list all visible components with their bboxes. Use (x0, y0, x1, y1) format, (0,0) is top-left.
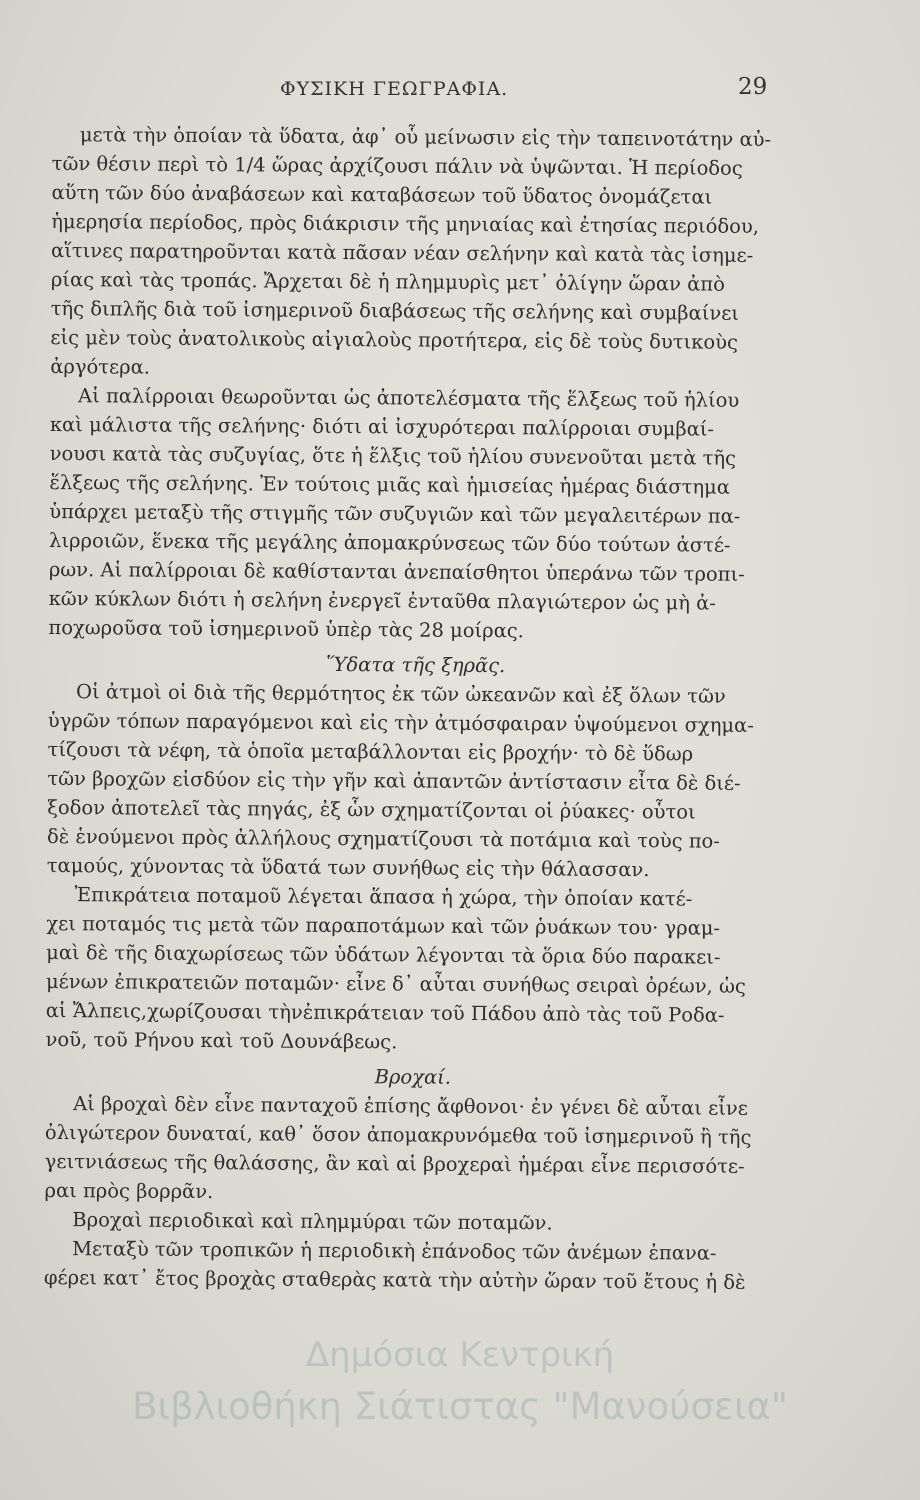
text-line: Αἱ παλίρροιαι θεωροῦνται ὡς ἀποτελέσματα τῆς ἕλξεως τοῦ ἡλίου (77, 384, 740, 412)
section-heading: Βροχαί. (374, 1065, 452, 1089)
paragraph (48, 381, 785, 647)
body-text (44, 120, 787, 1297)
text-line: ἀργότερα. (50, 354, 151, 379)
paragraph (47, 677, 783, 885)
text-line: Μεταξὺ τῶν τροπικῶν ἡ περιοδικὴ ἐπάνοδος τῶν ἀνέμων ἐπανα- (72, 1237, 717, 1265)
text-line: τῶν θέσιν περὶ τὸ 1/4 ὥρας ἀρχίζουσι πάλιν νὰ ὑψῶνται. Ἡ περίοδος (51, 151, 743, 180)
paragraph (50, 120, 787, 386)
text-line: Οἱ ἀτμοὶ οἱ διὰ τῆς θερμότητος ἐκ τῶν ὠκεανῶν καὶ ἐξ ὅλων τῶν (75, 680, 726, 708)
text-line: Αἱ βροχαὶ δὲν εἶνε πανταχοῦ ἐπίσης ἄφθονοι· ἐν γένει δὲ αὗται εἶνε (73, 1092, 748, 1120)
text-line: μένων ἐπικρατειῶν ποταμῶν· εἶνε δ᾽ αὗται συνήθως σειραὶ ὀρέων, ὡς (45, 969, 746, 998)
text-line: ἕλξεως τῆς σελήνης. Ἐν τούτοις μιᾶς καὶ ἡμισείας ἡμέρας διάστημα (49, 470, 731, 499)
text-line: κῶν κύκλων διότι ἡ σελήνη ἐνεργεῖ ἐνταῦθα πλαγιώτερον ὡς μὴ ἀ- (48, 586, 716, 615)
page-header (0, 72, 920, 112)
text-line: ραι πρὸς βορρᾶν. (44, 1178, 214, 1204)
text-line: ἡμερησία περίοδος, πρὸς διάκρισιν τῆς μηνιαίας καὶ ἐτησίας περιόδου, (51, 209, 760, 238)
text-line: ξοδον ἀποτελεῖ τὰς πηγάς, ἐξ ὧν σχηματίζονται οἱ ῥύακες· οὗτοι (47, 795, 696, 824)
text-line: ὀλιγώτερον δυναταί, καθ᾽ ὅσον ἀπομακρυνόμεθα τοῦ ἰσημερινοῦ ἢ τῆς (44, 1120, 752, 1149)
text-line: μαὶ δὲ τῆς διαχωρίσεως τῶν ὑδάτων λέγονται τὰ ὅρια δύο παρακει- (46, 940, 721, 969)
text-line: τῶν βροχῶν εἰσδύον εἰς τὴν γῆν καὶ ἀπαντῶν ἀντίστασιν εἶτα δὲ διέ- (47, 766, 741, 795)
text-line: γειτνιάσεως τῆς θαλάσσης, ἂν καὶ αἱ βροχεραὶ ἡμέραι εἶνε περισσότε- (44, 1149, 745, 1178)
text-line: νουσι κατὰ τὰς συζυγίας, ὅτε ἡ ἕλξις τοῦ ἡλίου συνενοῦται μετὰ τῆς (49, 441, 737, 470)
text-line: ταμούς, χύνοντας τὰ ὕδατά των συνήθως εἰς τὴν θάλασσαν. (46, 853, 650, 882)
text-line: εἰς μὲν τοὺς ἀνατολικοὺς αἰγιαλοὺς προτήτερα, εἰς δὲ τοὺς δυτικοὺς (50, 325, 738, 354)
text-line: ὑγρῶν τόπων παραγόμενοι καὶ εἰς τὴν ἀτμόσφαιραν ὑψούμενοι σχημα- (47, 708, 754, 737)
text-line: Ἐπικράτεια ποταμοῦ λέγεται ἅπασα ἡ χώρα, τὴν ὁποίαν κατέ- (74, 883, 693, 911)
text-line: ὑπάρχει μεταξὺ τῆς στιγμῆς τῶν συζυγιῶν καὶ τῶν μεγαλειτέρων πα- (49, 499, 741, 528)
text-line: ρων. Αἱ παλίρροιαι δὲ καθίστανται ἀνεπαίσθητοι ὑπεράνω τῶν τροπι- (48, 557, 745, 586)
text-line: ποχωροῦσα τοῦ ἰσημερινοῦ ὑπὲρ τὰς 28 μοίρας. (48, 615, 524, 643)
text-line: νοῦ, τοῦ Ρήνου καὶ τοῦ Δουνάβεως. (45, 1027, 398, 1054)
page-number: 29 (738, 74, 768, 100)
text-line: καὶ μάλιστα τῆς σελήνης· διότι αἱ ἰσχυρότεραι παλίρροιαι συμβαί- (49, 412, 715, 441)
text-line: φέρει κατ᾽ ἔτος βροχὰς σταθερὰς κατὰ τὴν αὐτὴν ὥραν τοῦ ἔτους ἡ δὲ (43, 1265, 746, 1294)
text-line: χει ποταμός τις μετὰ τῶν παραποτάμων καὶ τῶν ῥυάκων του· γραμ- (46, 911, 721, 940)
text-line: αἵτινες παρατηροῦνται κατὰ πᾶσαν νέαν σελήνην καὶ κατὰ τὰς ἰσημε- (51, 238, 754, 267)
text-line: τῆς διπλῆς διὰ τοῦ ἰσημερινοῦ διαβάσεως τῆς σελήνης καὶ συμβαίνει (50, 296, 740, 325)
text-line: μετὰ τὴν ὁποίαν τὰ ὕδατα, ἀφ᾽ οὗ μείνωσιν εἰς τὴν ταπεινοτάτην αὐ- (79, 123, 772, 152)
text-line: αἱ Ἄλπεις,χωρίζουσαι τὴνἐπικράτειαν τοῦ Πάδου ἀπὸ τὰς τοῦ Ροδα- (45, 998, 725, 1027)
text-line: ρίας καὶ τὰς τροπάς. Ἄρχεται δὲ ἡ πλημμυρὶς μετ᾽ ὀλίγην ὥραν ἀπὸ (50, 267, 725, 296)
running-title: ΦΥΣΙΚΗ ΓΕΩΓΡΑΦΙΑ. (280, 78, 509, 100)
text-line: δὲ ἑνούμενοι πρὸς ἀλλήλους σχηματίζουσι τὰ ποτάμια καὶ τοὺς πο- (46, 824, 720, 853)
paragraph (44, 1089, 780, 1210)
paragraph (45, 880, 781, 1059)
text-line: λιρροιῶν, ἕνεκα τῆς μεγάλης ἀπομακρύνσεως τῶν δύο τούτων ἀστέ- (48, 528, 731, 557)
text-line: αὕτη τῶν δύο ἀναβάσεων καὶ καταβάσεων τοῦ ὕδατος ὀνομάζεται (51, 180, 713, 209)
text-line: τίζουσι τὰ νέφη, τὰ ὁποῖα μεταβάλλονται εἰς βροχήν· τὸ δὲ ὕδωρ (47, 737, 694, 766)
watermark-line-1: Δημόσια Κεντρική (305, 1335, 615, 1375)
text-line: Βροχαὶ περιοδικαὶ καὶ πλημμύραι τῶν ποταμῶν. (72, 1208, 553, 1235)
watermark-line-2: Βιβλιοθήκη Σιάτιστας "Μανούσεια" (132, 1385, 788, 1428)
section-heading: Ὕδατα τῆς ξηρᾶς. (326, 652, 506, 678)
paragraph (44, 1234, 779, 1297)
